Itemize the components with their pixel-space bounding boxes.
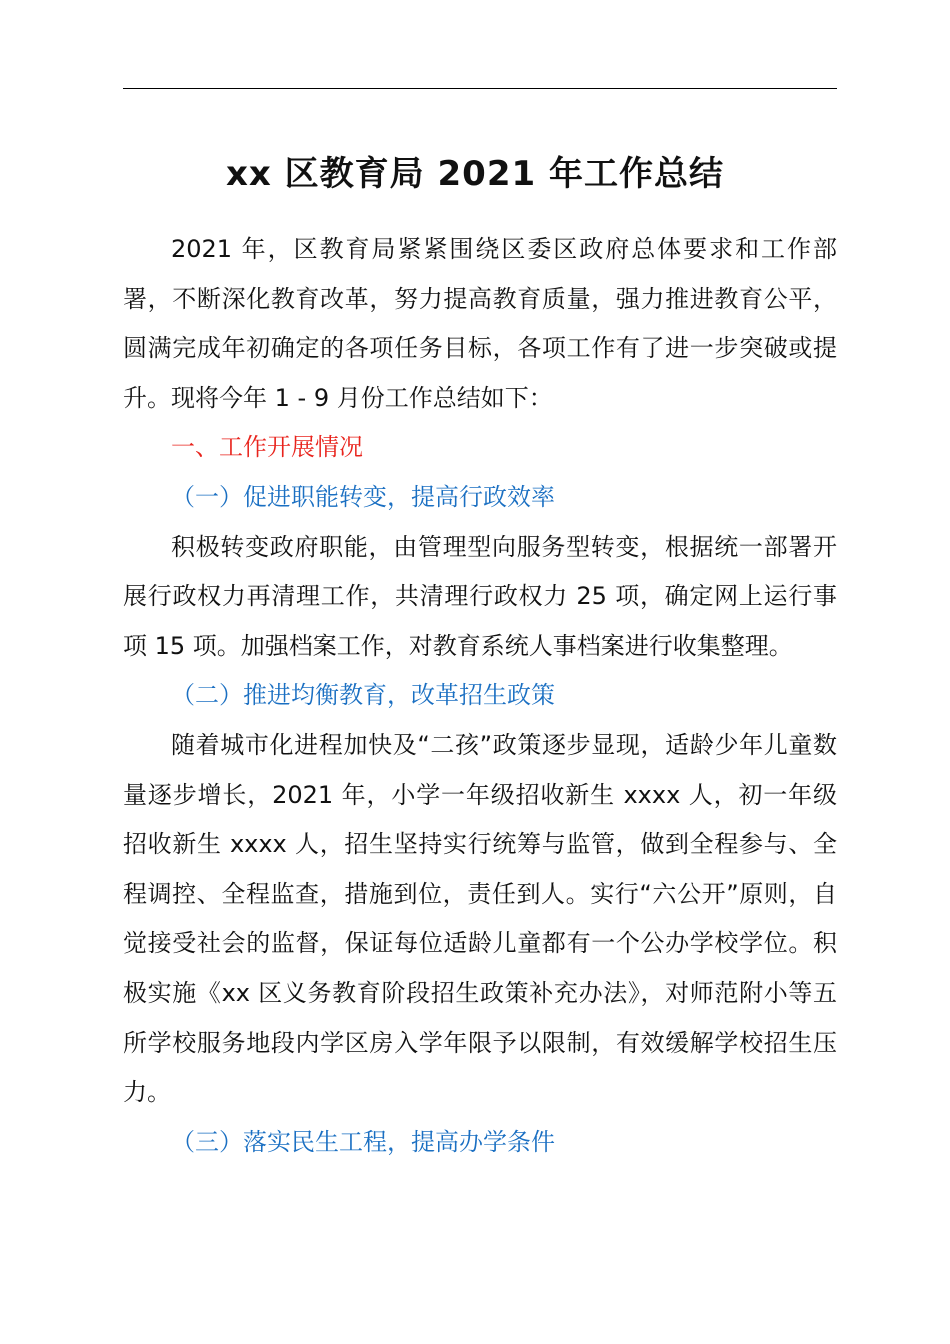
page-title: xx 区教育局 2021 年工作总结 [225,154,724,194]
body-paragraph-1: 积极转变政府职能，由管理型向服务型转变，根据统一部署开展行政权力再清理工作，共清理行政权力 25 项，确定网上运行事项 15 项。加强档案工作，对教育系统人事档案进行收集整理。 [123,532,837,660]
subsection-heading-2: （二）推进均衡教育，改革招生政策 [171,681,555,710]
intro-paragraph: 2021 年，区教育局紧紧围绕区委区政府总体要求和工作部署，不断深化教育改革，努力提高教育质量，强力推进教育公平，圆满完成年初确定的各项任务目标，各项工作有了进一步突破或提升。现将今年 1 - 9 月份工作总结如下： [123,235,837,412]
document-body [123,225,837,1167]
subsection-heading-3: （三）落实民生工程，提高办学条件 [171,1127,555,1156]
subsection-heading-1: （一）促进职能转变，提高行政效率 [171,482,555,511]
section-heading-1: 一、工作开展情况 [171,433,363,462]
body-paragraph-2: 随着城市化进程加快及“二孩”政策逐步显现，适龄少年儿童数量逐步增长，2021 年，小学一年级招收新生 xxxx 人，初一年级招收新生 xxxx 人，招生坚持实行统筹与监管，做到全程参与、全程调控、全程监查，措施到位，责任到人。实行“六公开”原则，自觉接受社会的监督，保证每位适龄儿童都有一个公办学校学位。积极实施《xx 区义务教育阶段招生政策补充办法》，对师范附小等五所学校服务地段内学区房入学年限予以限制，有效缓解学校招生压力。 [123,730,837,1107]
header-rule [123,88,837,89]
